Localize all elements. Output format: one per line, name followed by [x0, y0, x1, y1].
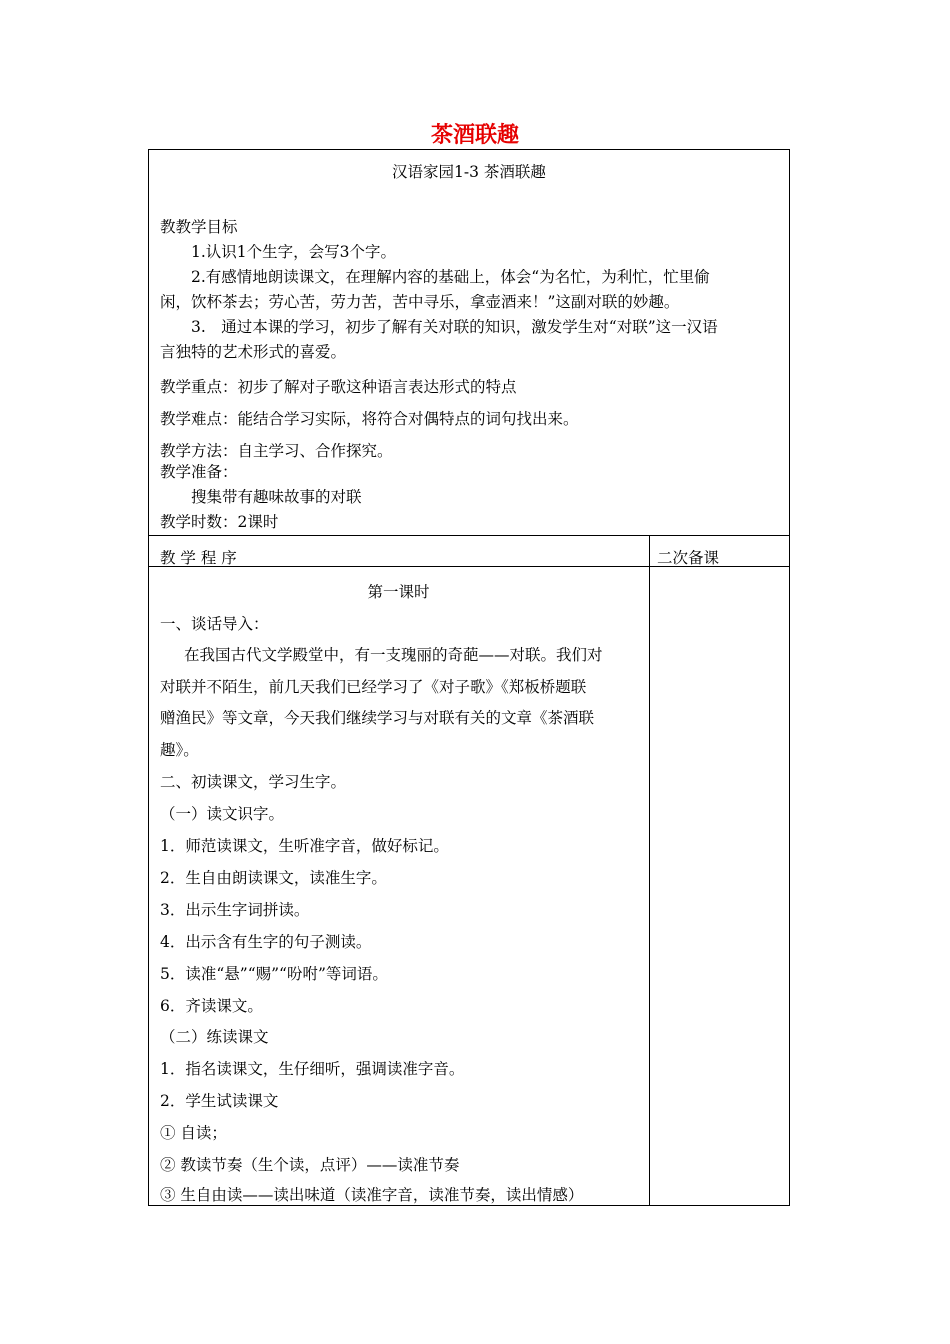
step-1-3: 3．出示生字词拼读。 [160, 901, 310, 919]
difficulty: 教学难点：能结合学习实际，将符合对偶特点的词句找出来。 [160, 410, 579, 428]
lesson-header: 汉语家园1-3 茶酒联趣 [392, 163, 546, 181]
intro-paragraph-line1: 在我国古代文学殿堂中，有一支瑰丽的奇葩——对联。我们对 [184, 646, 603, 664]
step-1-1: 1．师范读课文，生听准字音，做好标记。 [160, 837, 449, 855]
subsection-2-heading: （二）练读课文 [160, 1028, 269, 1046]
table-divider-header [148, 535, 790, 536]
step-1-2: 2．生自由朗读课文，读准生字。 [160, 869, 387, 887]
column-header-notes: 二次备课 [657, 549, 720, 567]
teaching-hours: 教学时数：2课时 [160, 513, 279, 531]
reading-step-3: ③ 生自由读——读出味道（读准字音，读准节奏，读出情感） [160, 1186, 584, 1204]
preparation-label: 教学准备： [160, 463, 238, 481]
preparation-content: 搜集带有趣味故事的对联 [191, 488, 362, 506]
step-2-1: 1．指名读课文，生仔细听，强调读准字音。 [160, 1060, 465, 1078]
objective-2-line1: 2.有感情地朗读课文，在理解内容的基础上，体会“为名忙，为利忙，忙里偷 [191, 268, 710, 286]
objective-1: 1.认识1个生字，会写3个字。 [191, 243, 397, 261]
section-1-heading: 一、谈话导入： [160, 615, 269, 633]
session-title: 第一课时 [367, 583, 430, 601]
column-header-procedure: 教 学 程 序 [160, 549, 237, 567]
table-column-divider [649, 535, 650, 1205]
document-title: 茶酒联趣 [430, 122, 519, 148]
step-1-5: 5．读准“悬”“赐”“吩咐”等词语。 [160, 965, 388, 983]
intro-paragraph-line3: 赠渔民》等文章，今天我们继续学习与对联有关的文章《茶酒联 [160, 709, 595, 727]
objective-3-line1: 3. 通过本课的学习，初步了解有关对联的知识，激发学生对“对联”这一汉语 [191, 318, 718, 336]
objectives-heading: 教教学目标 [160, 218, 238, 236]
subsection-1-heading: （一）读文识字。 [160, 805, 285, 823]
step-2-2: 2．学生试读课文 [160, 1092, 279, 1110]
reading-step-2: ② 教读节奏（生个读，点评）——读准节奏 [160, 1156, 460, 1174]
teaching-method: 教学方法：自主学习、合作探究。 [160, 442, 393, 460]
intro-paragraph-line2: 对联并不陌生，前几天我们已经学习了《对子歌》《郑板桥题联 [160, 678, 587, 696]
reading-step-1: ① 自读； [160, 1124, 227, 1142]
step-1-6: 6．齐读课文。 [160, 997, 263, 1015]
section-2-heading: 二、初读课文，学习生字。 [160, 773, 347, 791]
intro-paragraph-line4: 趣》。 [160, 741, 199, 759]
step-1-4: 4．出示含有生字的句子测读。 [160, 933, 372, 951]
objective-3-line2: 言独特的艺术形式的喜爱。 [160, 343, 347, 361]
objective-2-line2: 闲，饮杯茶去；劳心苦，劳力苦，苦中寻乐，拿壶酒来！”这副对联的妙趣。 [160, 293, 680, 311]
key-point: 教学重点：初步了解对子歌这种语言表达形式的特点 [160, 378, 517, 396]
